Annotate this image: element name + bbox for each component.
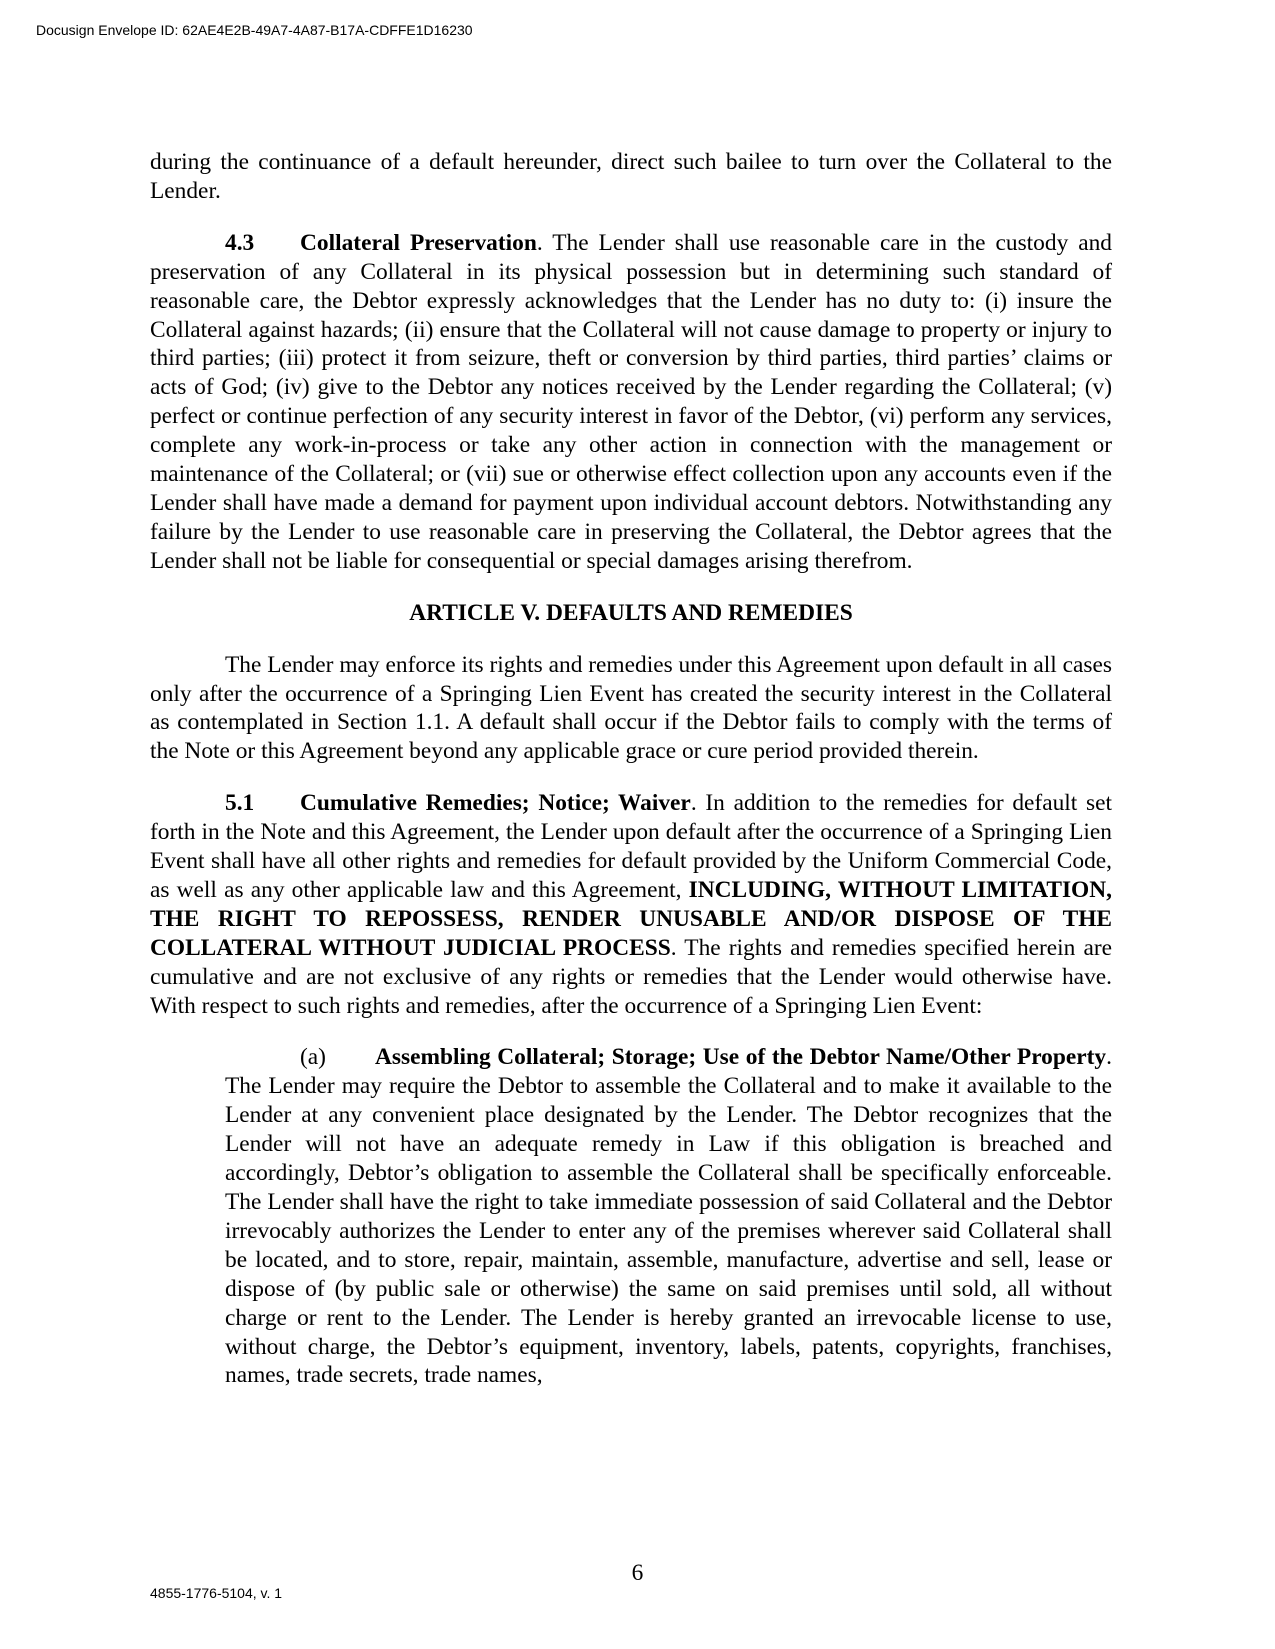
document-id: 4855-1776-5104, v. 1 bbox=[150, 1585, 283, 1601]
section-text: . In addition to the remedies for default set forth in the Note and this Agreement, the Lender upon default after the occurrence of a Springing Lien Event shall have all other rights and remedies for default provided by the Uniform Commercial Code, as well as any other applicable law and this Agreement, bbox=[150, 790, 1112, 903]
document-body bbox=[150, 148, 1112, 1413]
section-title: Cumulative Remedies; Notice; Waiver bbox=[300, 790, 691, 817]
section-bold-text: INCLUDING, WITHOUT LIMITATION, THE RIGHT TO REPOSSESS, RENDER UNUSABLE AND/OR DISPOSE OF THE COLLATERAL WITHOUT JUDICIAL PROCESS bbox=[150, 876, 1112, 961]
section-text-after: . The rights and remedies specified herein are cumulative and are not exclusive of any rights or remedies that the Lender would otherwise have. With respect to such rights and remedies, after the occurrence of a Springing Lien Event: bbox=[150, 934, 1113, 1019]
section-4-3 bbox=[150, 229, 1112, 576]
subsection-a bbox=[225, 1043, 1112, 1390]
article-intro: The Lender may enforce its rights and remedies under this Agreement upon default in all cases only after the occurrence of a Springing Lien Event has created the security interest in the Collateral as contemplated in Section 1.1. A default shall occur if the Debtor fails to comply with the terms of the Note or this Agreement beyond any applicable grace or cure period provided therein. bbox=[150, 651, 1112, 765]
section-5-1 bbox=[150, 789, 1112, 1020]
page-number: 6 bbox=[631, 1560, 644, 1586]
article-heading: ARTICLE V. DEFAULTS AND REMEDIES bbox=[409, 599, 853, 626]
paragraph-continuation: during the continuance of a default hereunder, direct such bailee to turn over the Collateral to the Lender. bbox=[150, 149, 1112, 204]
section-text: . The Lender shall use reasonable care in the custody and preservation of any Collateral in its physical possession but in determining such standard of reasonable care, the Debtor expressly acknowledges that the Lender has no duty to: (i) insure the Collateral against hazards; (ii) ensure that the Collateral will not cause damage to property or injury to third parties; (iii) protect it from seizure, theft or conversion by third parties, third parties’ claims or acts of God; (iv) give to the Debtor any notices received by the Lender regarding the Collateral; (v) perfect or continue perfection of any security interest in favor of the Debtor, (vi) perform any services, complete any work-in-process or take any other action in connection with the management or maintenance of the Collateral; or (vii) sue or otherwise effect collection upon any accounts even if the Lender shall have made a demand for payment upon individual account debtors. Notwithstanding any failure by the Lender to use reasonable care in preserving the Collateral, the Debtor agrees that the Lender shall not be liable for consequential or special damages arising therefrom. bbox=[150, 229, 1112, 574]
section-title: Collateral Preservation bbox=[300, 229, 537, 256]
subsection-text: . The Lender may require the Debtor to assemble the Collateral and to make it available to the Lender at any convenient place designated by the Lender. The Debtor recognizes that the Lender will not have an adequate remedy in Law if this obligation is breached and accordingly, Debtor’s obligation to assemble the Collateral shall be specifically enforceable. The Lender shall have the right to take immediate possession of said Collateral and the Debtor irrevocably authorizes the Lender to enter any of the premises wherever said Collateral shall be located, and to store, repair, maintain, assemble, manufacture, advertise and sell, lease or dispose of (by public sale or otherwise) the same on said premises until sold, all without charge or rent to the Lender. The Lender is hereby granted an irrevocable license to use, without charge, the Debtor’s equipment, inventory, labels, patents, copyrights, franchises, names, trade secrets, trade names, bbox=[225, 1044, 1112, 1389]
envelope-id: Docusign Envelope ID: 62AE4E2B-49A7-4A87-B17A-CDFFE1D16230 bbox=[36, 22, 473, 38]
section-number: 5.1 bbox=[225, 790, 255, 817]
subsection-number: (a) bbox=[300, 1044, 326, 1071]
subsection-title: Assembling Collateral; Storage; Use of the Debtor Name/Other Property bbox=[375, 1044, 1107, 1071]
section-number: 4.3 bbox=[225, 229, 255, 256]
